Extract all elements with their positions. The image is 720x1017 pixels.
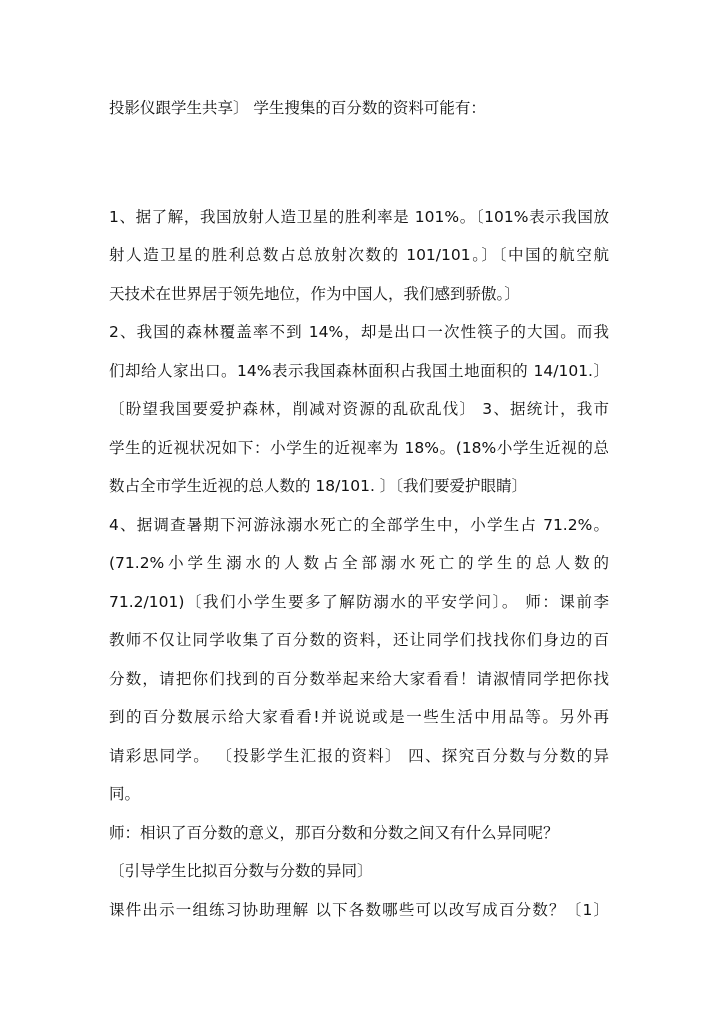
text-line-12: 71.2/101)〔我们小学生要多了解防溺水的平安学问〕。 师：课前李: [109, 593, 609, 611]
text-line-7: 〔盼望我国要爱护森林，削减对资源的乱砍乱伐〕 3、据统计，我市: [109, 400, 609, 418]
text-line-10: 4、据调查暑期下河游泳溺水死亡的全部学生中，小学生占 71.2%。: [109, 516, 609, 534]
text-line-6: 们却给人家出口。14%表示我国森林面积占我国土地面积的 14/101.〕: [109, 362, 609, 380]
text-line-14: 分数，请把你们找到的百分数举起来给大家看看！请淑情同学把你找: [109, 670, 609, 688]
text-line-13: 教师不仅让同学收集了百分数的资料，还让同学们找找你们身边的百: [109, 631, 609, 649]
text-line-3: 射人造卫星的胜利总数占总放射次数的 101/101。〕〔中国的航空航: [109, 246, 609, 264]
text-line-15: 到的百分数展示给大家看看!并说说或是一些生活中用品等。另外再: [109, 708, 609, 726]
text-line-19: 〔引导学生比拟百分数与分数的异同〕: [109, 862, 373, 880]
text-line-18: 师：相识了百分数的意义，那百分数和分数之间又有什么异同呢？: [109, 824, 559, 842]
text-line-20: 课件出示一组练习协助理解 以下各数哪些可以改写成百分数？〔1〕: [109, 901, 609, 919]
text-line-11: (71.2%小学生溺水的人数占全部溺水死亡的学生的总人数的: [109, 554, 609, 572]
text-line-9: 数占全市学生近视的总人数的 18/101. 〕〔我们要爱护眼睛〕: [109, 477, 528, 495]
text-line-17: 同。: [109, 785, 141, 803]
text-line-8: 学生的近视状况如下：小学生的近视率为 18%。(18%小学生近视的总: [109, 439, 609, 457]
text-line-4: 天技术在世界居于领先地位，作为中国人，我们感到骄傲。〕: [109, 285, 520, 303]
text-line-5: 2、我国的森林覆盖率不到 14%，却是出口一次性筷子的大国。而我: [109, 323, 609, 341]
text-line-1: 投影仪跟学生共享〕 学生搜集的百分数的资料可能有：: [109, 99, 486, 117]
text-line-2: 1、据了解，我国放射人造卫星的胜利率是 101%。〔101%表示我国放: [109, 208, 609, 226]
text-line-16: 请彩思同学。 〔投影学生汇报的资料〕 四、探究百分数与分数的异: [109, 747, 609, 765]
